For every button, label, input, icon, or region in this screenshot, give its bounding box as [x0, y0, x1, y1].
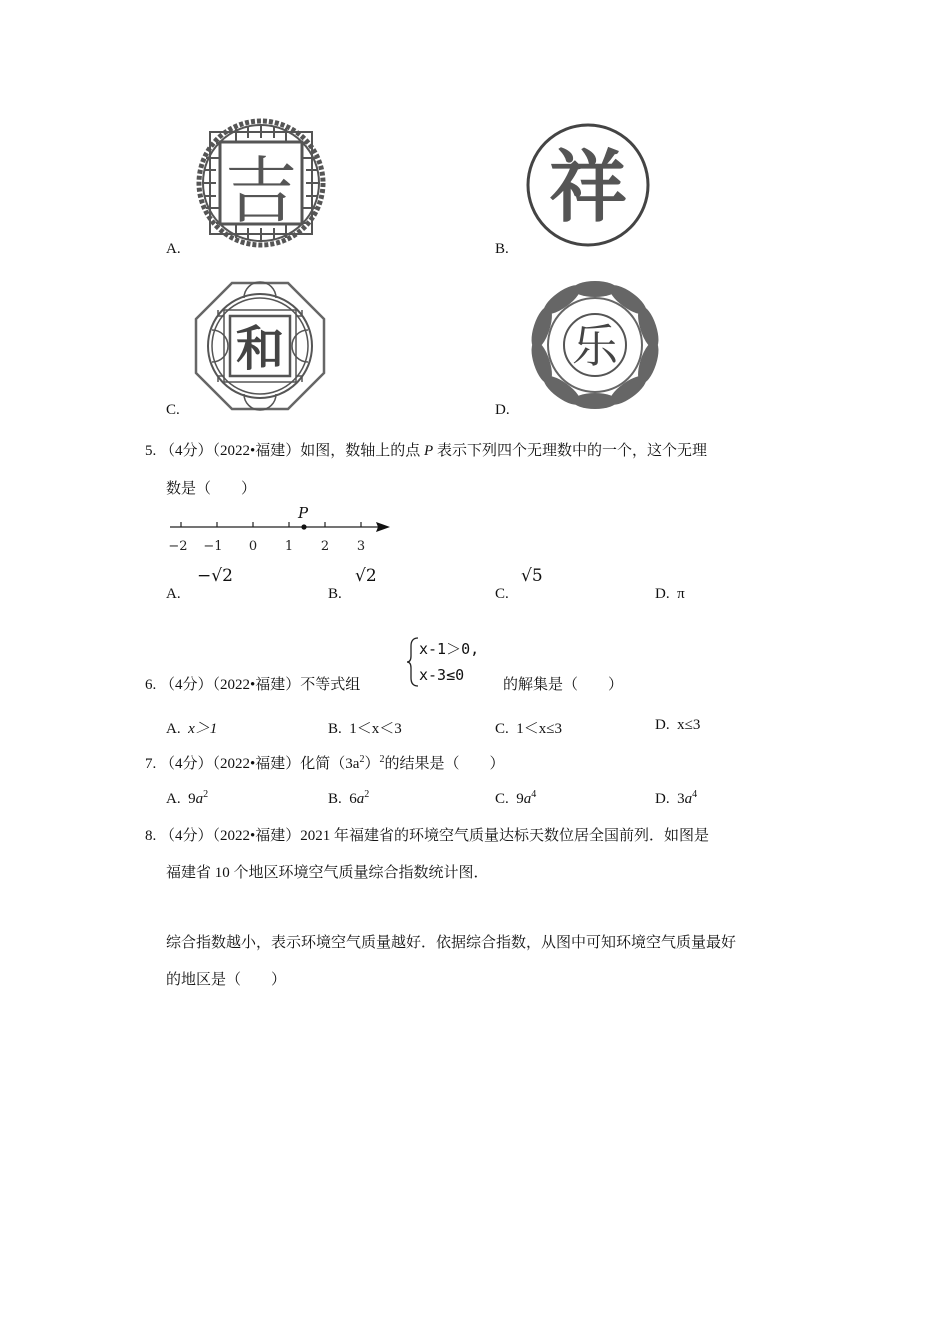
- left-brace-icon: [406, 636, 420, 688]
- q7-option-c[interactable]: C. $9a^4$: [495, 789, 537, 807]
- q5-option-a-value: −√2: [197, 566, 233, 586]
- q5-point-var: P: [424, 443, 434, 459]
- svg-text:0: 0: [248, 539, 258, 554]
- ji-emblem-icon: [196, 118, 326, 248]
- q7-option-b[interactable]: B. $6a^2$: [328, 789, 370, 807]
- q7-option-a[interactable]: A. $9a^2$: [166, 789, 209, 807]
- option-d-label[interactable]: D.: [495, 402, 510, 418]
- q6-number: 6.: [145, 677, 157, 693]
- q8-stem-line3: 综合指数越小，表示环境空气质量越好．依据综合指数，从图中可知环境空气质量最好: [166, 935, 737, 951]
- q6-stem-tail: 的解集是（ ）: [503, 677, 624, 693]
- q5-number: 5.: [145, 443, 157, 459]
- q8-number: 8.: [145, 828, 157, 844]
- q5-option-d[interactable]: D. π: [655, 586, 685, 602]
- q7-option-d[interactable]: D. $3a^4$: [655, 789, 698, 807]
- q6-option-d[interactable]: D. x≤3: [655, 717, 701, 733]
- q5-option-b[interactable]: B.: [328, 586, 342, 602]
- q5-source: （2022•福建）: [212, 443, 301, 459]
- q5-stem-line2: 数是（ ）: [166, 481, 257, 497]
- inequality-system: x-1＞0, x-3≤0: [406, 636, 486, 688]
- q8-stem-line1: 8. （4分）（2022•福建）2021 年福建省的环境空气质量达标天数位居全国前列．如图是: [145, 828, 710, 844]
- option-b-label[interactable]: B.: [495, 241, 509, 257]
- q7-number: 7.: [145, 756, 157, 772]
- q5-score: （4分）: [160, 443, 213, 459]
- emblem-d: [526, 276, 664, 414]
- he-emblem-icon: [194, 281, 326, 411]
- q6-option-b[interactable]: B. 1＜x＜3: [328, 721, 402, 737]
- svg-text:祥: 祥: [548, 142, 628, 233]
- q8-stem-line4: 的地区是（ ）: [166, 972, 287, 988]
- svg-text:−1: −1: [203, 539, 223, 554]
- xiang-emblem-icon: [525, 122, 651, 248]
- q6-option-a[interactable]: A. x＞1: [166, 721, 218, 737]
- q5-option-c-value: √5: [521, 566, 543, 586]
- svg-text:乐: 乐: [572, 319, 618, 373]
- q5-stem-line1: 5. （4分）（2022•福建）如图，数轴上的点 P 表示下列四个无理数中的一个，这个无理: [145, 443, 707, 459]
- q6-stem: 6. （4分）（2022•福建）不等式组: [145, 677, 361, 693]
- q6-option-c[interactable]: C. 1＜x≤3: [495, 721, 562, 737]
- emblem-b: [525, 122, 651, 248]
- svg-text:−2: −2: [168, 539, 188, 554]
- q5-option-c[interactable]: C.: [495, 586, 509, 602]
- option-c-label[interactable]: C.: [166, 402, 180, 418]
- q7-stem: 7. （4分）（2022•福建）化简$(3a^2)^2$的结果是（ ）: [145, 754, 505, 772]
- svg-text:P: P: [297, 504, 309, 522]
- svg-text:3: 3: [356, 539, 366, 554]
- number-line: [166, 503, 396, 559]
- svg-text:吉: 吉: [224, 149, 298, 233]
- number-line-figure: [166, 503, 396, 559]
- svg-text:2: 2: [320, 539, 330, 554]
- q5-option-b-value: √2: [355, 566, 377, 586]
- q5-option-a[interactable]: A.: [166, 586, 181, 602]
- svg-text:1: 1: [284, 539, 294, 554]
- le-emblem-icon: [526, 276, 664, 414]
- emblem-a: [196, 118, 326, 248]
- svg-text:和: 和: [235, 321, 285, 377]
- arrow-right-icon: [376, 522, 390, 532]
- emblem-c: [194, 281, 326, 411]
- option-a-label[interactable]: A.: [166, 241, 181, 257]
- point-p: [301, 524, 306, 529]
- q8-stem-line2: 福建省 10 个地区环境空气质量综合指数统计图．: [166, 865, 489, 881]
